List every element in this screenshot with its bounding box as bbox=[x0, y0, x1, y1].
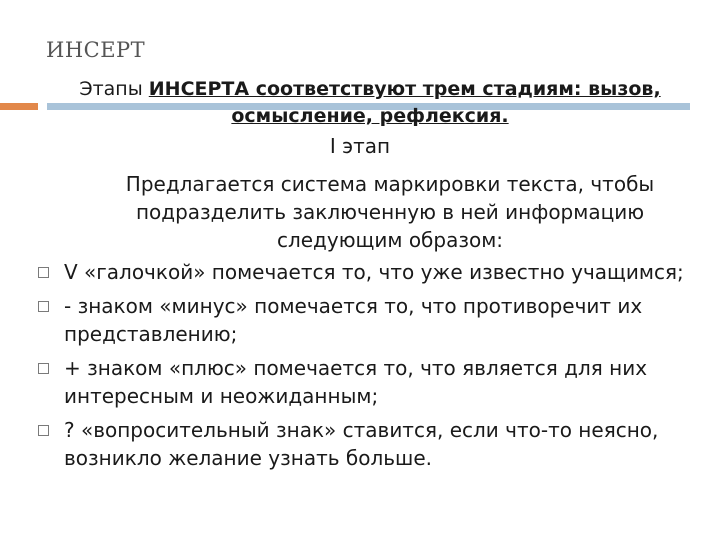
list-item bbox=[36, 258, 696, 286]
list-item-text: V «галочкой» помечается то, что уже известно учащимся; bbox=[64, 260, 684, 284]
heading-lead: Этапы bbox=[79, 78, 149, 100]
heading-line-2: осмысление, рефлексия. bbox=[231, 105, 509, 127]
slide-title: ИНСЕРТ bbox=[46, 38, 146, 62]
heading-line-1: ИНСЕРТА соответствуют трем стадиям: вызов, bbox=[148, 78, 661, 100]
list-item bbox=[36, 416, 696, 472]
checkbox-bullet-icon bbox=[38, 267, 49, 278]
intro-text: Предлагается система маркировки текста, чтобы подразделить заключенную в ней информацию следующим образом: bbox=[125, 172, 655, 252]
slide-heading bbox=[30, 76, 710, 130]
bullet-list bbox=[36, 258, 696, 478]
stage-label: I этап bbox=[329, 134, 391, 158]
checkbox-bullet-icon bbox=[38, 363, 49, 374]
checkbox-bullet-icon bbox=[38, 301, 49, 312]
list-item-text: + знаком «плюс» помечается то, что является для них интересным и неожиданным; bbox=[64, 356, 648, 408]
list-item-text: - знаком «минус» помечается то, что противоречит их представлению; bbox=[64, 294, 643, 346]
list-item bbox=[36, 292, 696, 348]
list-item bbox=[36, 354, 696, 410]
checkbox-bullet-icon bbox=[38, 425, 49, 436]
list-item-text: ? «вопросительный знак» ставится, если что-то неясно, возникло желание узнать больше. bbox=[64, 418, 659, 470]
